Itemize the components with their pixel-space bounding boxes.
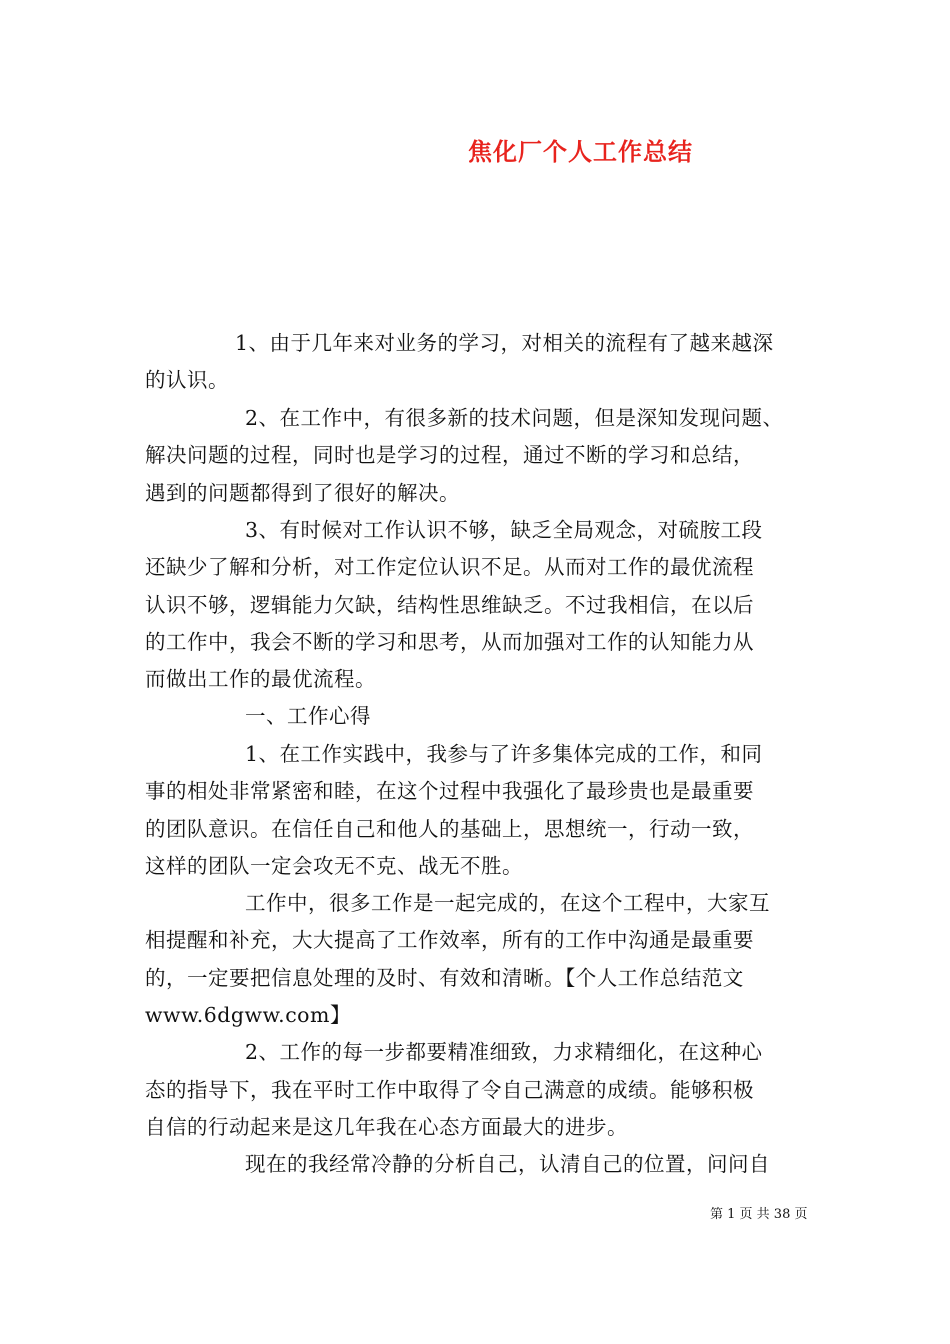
text-line: 而做出工作的最优流程。 [145, 667, 376, 691]
text-line: 还缺少了解和分析，对工作定位认识不足。从而对工作的最优流程 [145, 555, 754, 579]
text-line: 1、由于几年来对业务的学习，对相关的流程有了越来越深 [235, 331, 774, 355]
text-line: 的工作中，我会不断的学习和思考，从而加强对工作的认知能力从 [145, 630, 754, 654]
text-line: 工作中，很多工作是一起完成的，在这个工程中，大家互 [245, 891, 770, 915]
text-line: 相提醒和补充，大大提高了工作效率，所有的工作中沟通是最重要 [145, 928, 754, 952]
text-line: 3、有时候对工作认识不够，缺乏全局观念，对硫胺工段 [245, 518, 763, 542]
text-line: 态的指导下，我在平时工作中取得了令自己满意的成绩。能够积极 [145, 1078, 754, 1102]
text-line: 这样的团队一定会攻无不克、战无不胜。 [145, 854, 523, 878]
text-line: 遇到的问题都得到了很好的解决。 [145, 481, 460, 505]
text-line: 现在的我经常冷静的分析自己，认清自己的位置，问问自 [245, 1152, 770, 1176]
text-line: 认识不够，逻辑能力欠缺，结构性思维缺乏。不过我相信，在以后 [145, 593, 754, 617]
text-line: 自信的行动起来是这几年我在心态方面最大的进步。 [145, 1115, 628, 1139]
text-line: 2、在工作中，有很多新的技术问题，但是深知发现问题、 [245, 406, 784, 430]
section-heading: 一、工作心得 [245, 704, 371, 728]
page-number: 第 1 页 共 38 页 [710, 1207, 808, 1222]
text-line: 的，一定要把信息处理的及时、有效和清晰。【个人工作总结范文 [145, 966, 744, 990]
text-line: 1、在工作实践中，我参与了许多集体完成的工作，和同 [245, 742, 763, 766]
document-title: 焦化厂个人工作总结 [468, 137, 693, 166]
text-line: 事的相处非常紧密和睦，在这个过程中我强化了最珍贵也是最重要 [145, 779, 754, 803]
text-line: 解决问题的过程，同时也是学习的过程，通过不断的学习和总结， [145, 443, 754, 467]
text-line: 的认识。 [145, 368, 229, 392]
text-line: 的团队意识。在信任自己和他人的基础上，思想统一，行动一致， [145, 817, 754, 841]
text-line: www.6dgww.com】 [145, 1003, 351, 1027]
text-line: 2、工作的每一步都要精准细致，力求精细化，在这种心 [245, 1040, 763, 1064]
